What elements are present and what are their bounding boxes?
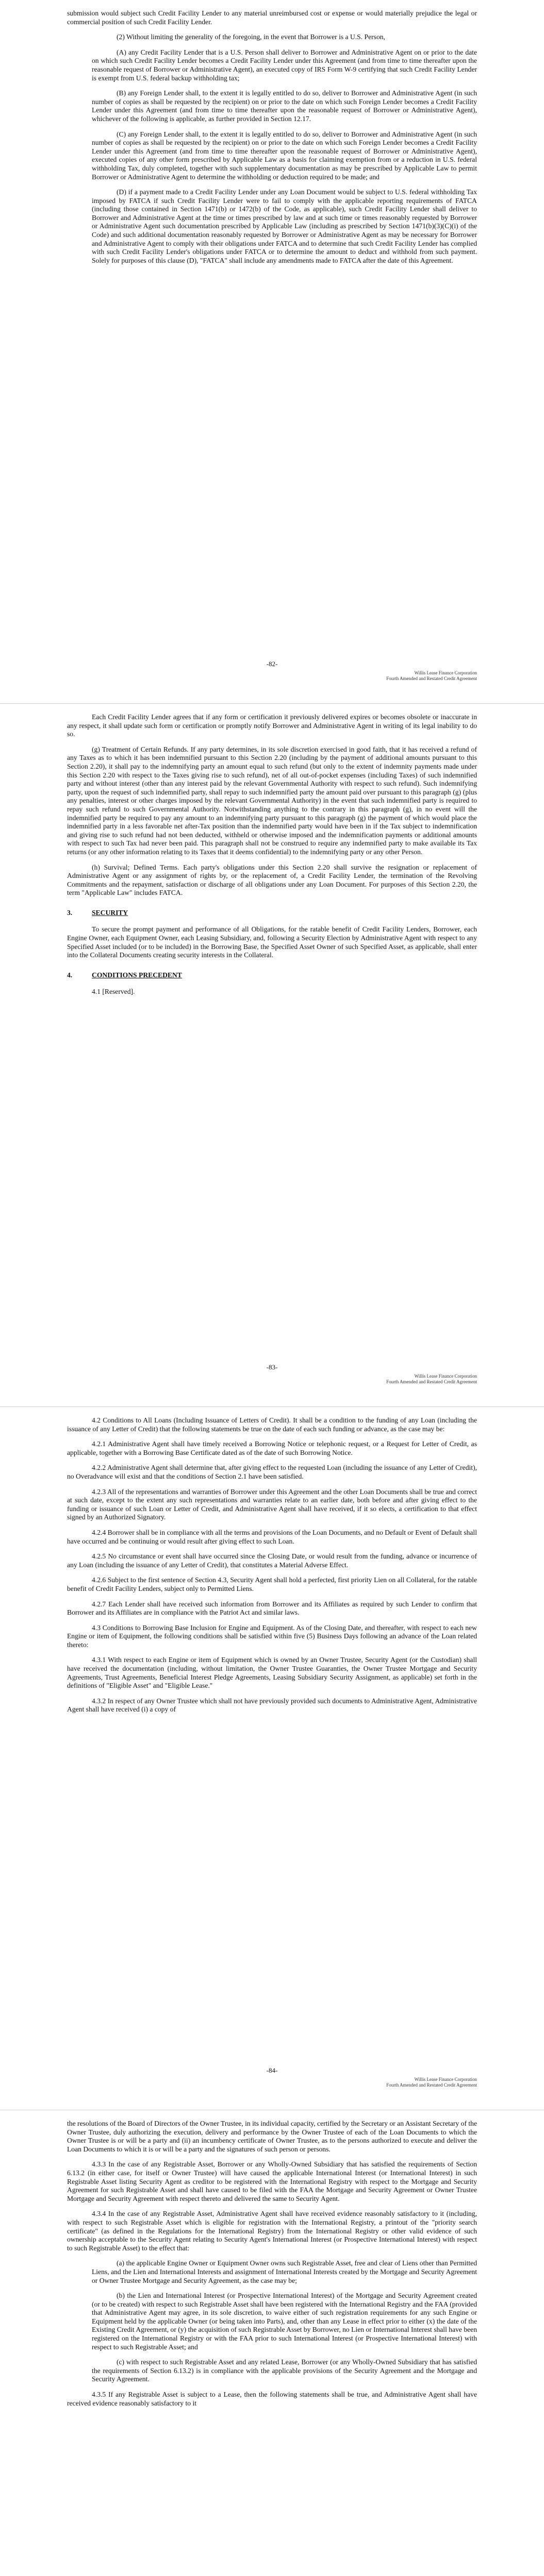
page-number: -83- (266, 1363, 278, 1371)
page-number: -84- (266, 2066, 278, 2074)
paragraph: 4.2.2 Administrative Agent shall determine that, after giving effect to the requested Loan (including the issuance of any Letter of Credit), no Overadvance will exist and that the conditions of Section 2.1 have been satisfied. (67, 1464, 477, 1480)
section-heading (67, 971, 477, 980)
page-82 (0, 0, 544, 703)
page-83 (0, 703, 544, 1406)
paragraph: Each Credit Facility Lender agrees that if any form or certification it previously delivered expires or becomes obsolete or inaccurate in any respect, it shall update such form or certification or promptly notify Borrower and Administrative Agent in writing of its legal inability to do so. (67, 713, 477, 738)
paragraph: To secure the prompt payment and performance of all Obligations, for the ratable benefit of Credit Facility Lenders, Borrower, each Engine Owner, each Equipment Owner, each Leasing Subsidiary, and, following a Security Election by Administrative Agent with respect to any Specified Asset included (or to be included) in the Borrowing Base, the Specified Asset Owner of such Specified Asset, as applicable, shall enter into the Collateral Documents creating security interests in the Collateral. (67, 925, 477, 959)
page-body (67, 9, 477, 265)
footer-company: Willis Lease Finance Corporation Fourth Amended and Restated Credit Agreement (386, 2077, 477, 2088)
paragraph: (B) any Foreign Lender shall, to the extent it is legally entitled to do so, deliver to Borrower and Administrative Agent (in such number of copies as shall be requested by the recipient) on or prior to the date on which such Foreign Lender becomes a Credit Facility Lender under this Agreement (and from time to time thereafter upon the reasonable request of Borrower or Administrative Agent), whichever of the following is applicable, as further provided in Section 12.17. (92, 89, 477, 123)
section-title: CONDITIONS PRECEDENT (92, 971, 182, 979)
section-heading (67, 909, 477, 918)
footer-company: Willis Lease Finance Corporation Fourth Amended and Restated Credit Agreement (386, 1374, 477, 1384)
page-body (67, 1416, 477, 1714)
page-footer (67, 660, 477, 683)
page-footer (67, 1363, 477, 1386)
paragraph: (2) Without limiting the generality of the foregoing, in the event that Borrower is a U.S. Person, (117, 33, 385, 41)
section-title: SECURITY (92, 908, 128, 917)
paragraph: 4.2.5 No circumstance or event shall have occurred since the Closing Date, or would result from the funding, advance or incurrence of any Loan (including the issuance of any Letter of Credit), that constitutes a Material Adverse Effect. (67, 1552, 477, 1569)
paragraph: 4.2.4 Borrower shall be in compliance with all the terms and provisions of the Loan Documents, and no Default or Event of Default shall have occurred and be continuing or would result after giving effect to such Loan. (67, 1528, 477, 1545)
paragraph: 4.2.1 Administrative Agent shall have timely received a Borrowing Notice or telephonic request, or a Request for Letter of Credit, as applicable, together with a Borrowing Base Certificate dated as of the date of such Borrowing Notice. (67, 1440, 477, 1456)
section-number: 4. (67, 971, 73, 979)
paragraph: 4.3.2 In respect of any Owner Trustee which shall not have previously provided such documents to Administrative Agent, Administrative Agent shall have received (i) a copy of (67, 1697, 477, 1714)
paragraph: the resolutions of the Board of Directors of the Owner Trustee, in its individual capacity, certified by the Secretary or an Assistant Secretary of the Owner Trustee, duly authorizing the execution, delivery and performance by the Owner Trustee of each of the Loan Documents to which the Owner Trustee is or will be a party and (ii) an incumbency certificate of Owner Trustee, as to the persons authorized to execute and deliver the Loan Documents to which it is or will be a party and the signatures of such person or persons. (67, 2120, 477, 2153)
footer-company: Willis Lease Finance Corporation Fourth Amended and Restated Credit Agreement (386, 670, 477, 681)
paragraph: (c) with respect to such Registrable Asset and any related Lease, Borrower (or any Wholly-Owned Subsidiary that has satisfied the requirements of Section 6.13.2) is in compliance with the applicable provisions of the Security Agreement and the Mortgage and Security Agreement. (92, 2358, 477, 2383)
paragraph: 4.3.3 In the case of any Registrable Asset, Borrower or any Wholly-Owned Subsidiary that has satisfied the requirements of Section 6.13.2 (in either case, for itself or Owner Trustee) will have caused the applicable International Interest (or International Interest) in such Registrable Asset listing Security Agent as creditor to be registered with the International Registry with respect to the Mortgage and Security Agreement for such Registrable Asset and shall have caused to be filed with the FAA the Mortgage and Security Agreement or Owner Trustee Mortgage and Security Agreement with respect thereto and delivered the same to Security Agent. (67, 2160, 477, 2202)
paragraph: (h) Survival; Defined Terms. Each party's obligations under this Section 2.20 shall survive the resignation or replacement of Administrative Agent or any assignment of rights by, or the replacement of, a Credit Facility Lender, the termination of the Revolving Commitments and the repayment, satisfaction or discharge of all obligations under any Loan Document. For purposes of this Section 2.20, the term "Applicable Law" includes FATCA. (67, 863, 477, 897)
paragraph: 4.2.3 All of the representations and warranties of Borrower under this Agreement and the other Loan Documents shall be true and correct at such date, except to the extent any such representations and warranties relate to an earlier date, both before and after giving effect to the funding or issuance of such Loan or Letter of Credit, and Administrative Agent shall have received, if it so elects, a certification to that effect signed by an Authorized Signatory. (67, 1487, 477, 1521)
paragraph: (C) any Foreign Lender shall, to the extent it is legally entitled to do so, deliver to Borrower and Administrative Agent (in such number of copies as shall be requested by the recipient) on or prior to the date on which such Foreign Lender becomes a Credit Facility Lender under this Agreement (and from time to time thereafter upon the reasonable request of Borrower or Administrative Agent), executed copies of any other form prescribed by Applicable Law as a basis for claiming exemption from or a reduction in U.S. federal withholding Tax, duly completed, together with such supplementary documentation as may be prescribed by Applicable Law to permit Borrower or Administrative Agent to determine the withholding or deduction required to be made; and (92, 130, 477, 181)
paragraph: 4.2.6 Subject to the first sentence of Section 4.3, Security Agent shall hold a perfected, first priority Lien on all Collateral, for the ratable benefit of Credit Facility Lenders, subject only to Permitted Liens. (67, 1576, 477, 1592)
page-number: -82- (266, 660, 278, 668)
paragraph: 4.3.5 If any Registrable Asset is subject to a Lease, then the following statements shall be true, and Administrative Agent shall have received evidence reasonably satisfactory to it (67, 2391, 477, 2407)
paragraph: (D) if a payment made to a Credit Facility Lender under any Loan Document would be subject to U.S. federal withholding Tax imposed by FATCA if such Credit Facility Lender were to fail to comply with the applicable reporting requirements of FATCA (including those contained in Section 1471(b) or 1472(b) of the Code, as applicable), such Credit Facility Lender shall deliver to Borrower and Administrative Agent at the time or times prescribed by law and at such time or times reasonably requested by Borrower or Administrative Agent such documentation prescribed by Applicable Law (including as prescribed by Section 1471(b)(3)(C)(i) of the Code) and such additional documentation reasonably requested by Borrower or Administrative Agent as may be necessary for Borrower and Administrative Agent to comply with their obligations under FATCA and to determine that such Credit Facility Lender has complied with such Credit Facility Lender's obligations under FATCA or to determine the amount to deduct and withhold from such payment. Solely for purposes of this clause (D), "FATCA" shall include any amendments made to FATCA after the date of this Agreement. (92, 188, 477, 264)
paragraph: 4.2 Conditions to All Loans (Including Issuance of Letters of Credit). It shall be a condition to the funding of any Loan (including the issuance of any Letter of Credit) that the following statements be true on the date of each such funding or advance, as the case may be: (67, 1416, 477, 1433)
paragraph: submission would subject such Credit Facility Lender to any material unreimbursed cost or expense or would materially prejudice the legal or commercial position of such Credit Facility Lender. (67, 9, 477, 26)
paragraph: 4.3.4 In the case of any Registrable Asset, Administrative Agent shall have received evidence reasonably satisfactory to it (including, with respect to such Registrable Asset which is eligible for registration with the International Registry, a printout of the "priority search certificate" (as defined in the Regulations for the International Registry) from the International Registry or other valid evidence of such ownership acceptable to the Security Agent relating to Security Agent's International Interest (or Prospective International Interest) with respect to such Registrable Asset) to the effect that: (67, 2210, 477, 2252)
paragraph: 4.2.7 Each Lender shall have received such information from Borrower and its Affiliates as required by such Lender to confirm that Borrower and its Affiliates are in compliance with the Patriot Act and similar laws. (67, 1600, 477, 1617)
page-footer (67, 2066, 477, 2089)
paragraph: 4.1 [Reserved]. (92, 988, 135, 996)
paragraph: (A) any Credit Facility Lender that is a U.S. Person shall deliver to Borrower and Administrative Agent on or prior to the date on which such Credit Facility Lender becomes a Credit Facility Lender under this Agreement (and from time to time thereafter upon the reasonable request of Borrower or Administrative Agent), an executed copy of IRS Form W-9 certifying that such Credit Facility Lender is exempt from U.S. federal backup withholding tax; (92, 48, 477, 82)
page-84 (0, 1406, 544, 2110)
paragraph: (g) Treatment of Certain Refunds. If any party determines, in its sole discretion exercised in good faith, that it has received a refund of any Taxes as to which it has been indemnified pursuant to this Section 2.20 (including by the payment of additional amounts pursuant to this Section 2.20), it shall pay to the indemnifying party an amount equal to such refund (but only to the extent of indemnity payments made under this Section 2.20 with respect to the Taxes giving rise to such refund), net of all out-of-pocket expenses (including Taxes) of such indemnified party and without interest (other than any interest paid by the relevant Governmental Authority with respect to such refund). Such indemnifying party, upon the request of such indemnified party, shall repay to such indemnified party the amount paid over pursuant to this paragraph (g) (plus any penalties, interest or other charges imposed by the relevant Governmental Authority) in the event that such indemnified party is required to repay such refund to such Governmental Authority. Notwithstanding anything to the contrary in this paragraph (g), in no event will the indemnified party be required to pay any amount to an indemnifying party pursuant to this paragraph (g) the payment of which would place the indemnified party in a less favorable net after-Tax position than the indemnified party would have been in if the Tax subject to indemnification and giving rise to such refund had not been deducted, withheld or otherwise imposed and the indemnification payments or additional amounts with respect to such Tax had never been paid. This paragraph shall not be construed to require any indemnified party to make available its Tax returns (or any other information relating to its Taxes that it deems confidential) to the indemnifying party or any other Person. (67, 745, 477, 856)
page-body (67, 2120, 477, 2408)
paragraph: (b) the Lien and International Interest (or Prospective International Interest) of the Mortgage and Security Agreement created (or to be created) with respect to such Registrable Asset shall have been registered with the International Registry and the FAA (provided that Administrative Agent may agree, in its sole discretion, to waive either of such registration requirements for any such Engine or Equipment held by the applicable Owner (or being taken into Parts), and, other than any Lease in effect prior to either (x) the date of the Existing Credit Agreement, or (y) the acquisition of such Registrable Asset by Borrower, no Lien or International Interest shall have been registered on the International Registry or with the FAA prior to such International Interest (or Prospective International Interest) with respect to such Registrable Asset; and (92, 2292, 477, 2351)
paragraph: 4.3.1 With respect to each Engine or item of Equipment which is owned by an Owner Trustee, Security Agent (or the Custodian) shall have received the documentation (including, without limitation, the Owner Trustee Guaranties, the Owner Trustee Mortgage and Security Agreements, Trust Agreements, Beneficial Interest Pledge Agreements, Leasing Subsidiary Security Assignment, as applicable) set forth in the definitions of "Eligible Asset" and "Eligible Lease." (67, 1656, 477, 1690)
paragraph: (a) the applicable Engine Owner or Equipment Owner owns such Registrable Asset, free and clear of Liens other than Permitted Liens, and the Lien and International Interests and assignment of International Interests created by the Mortgage and Security Agreement or Owner Trustee Mortgage and Security Agreement, as the case may be; (92, 2259, 477, 2284)
page-body (67, 713, 477, 996)
section-number: 3. (67, 908, 73, 917)
paragraph: 4.3 Conditions to Borrowing Base Inclusion for Engine and Equipment. As of the Closing Date, and thereafter, with respect to each new Engine or item of Equipment, the following conditions shall be satisfied within five (5) Business Days following an advance of the Loan related thereto: (67, 1623, 477, 1649)
page-85 (0, 2110, 544, 2576)
